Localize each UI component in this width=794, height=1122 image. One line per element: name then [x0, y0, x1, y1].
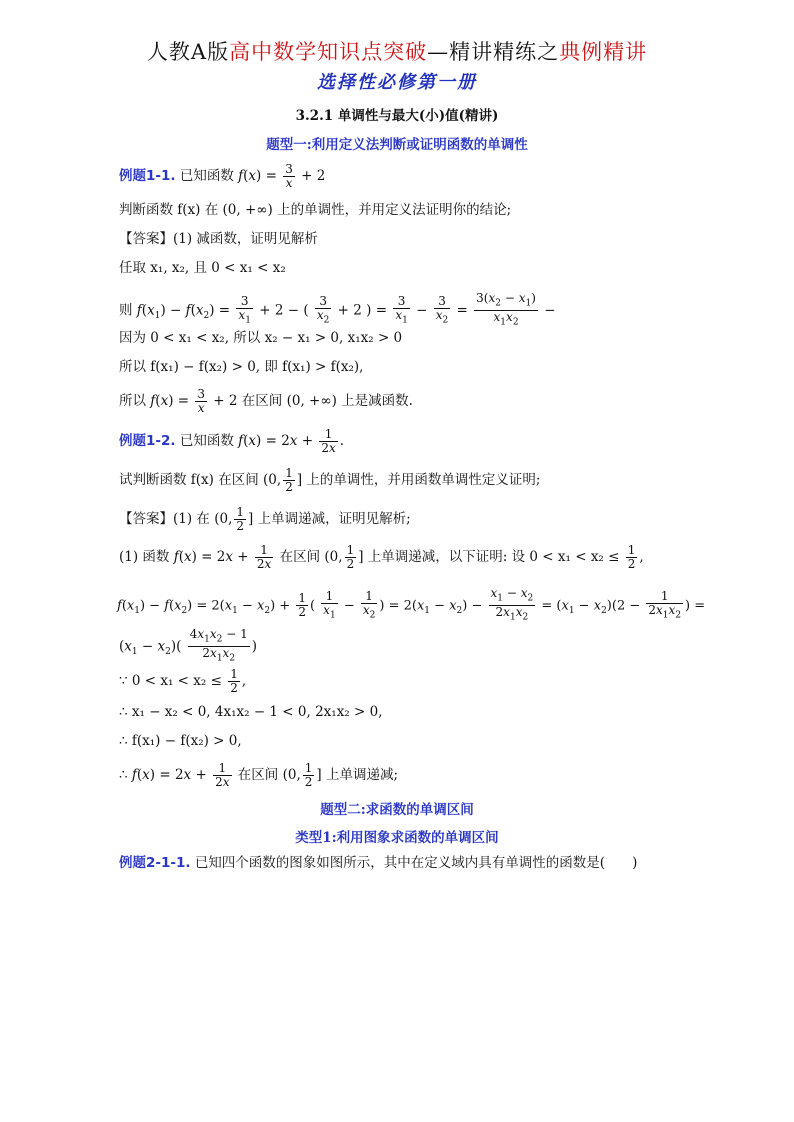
answer-suffix: 上单调递减，证明见解析;	[257, 511, 411, 527]
proof-line: 所以 f(x₁) − f(x₂) > 0, 即 f(x₁) > f(x₂),	[119, 359, 364, 375]
topic-heading-2: 题型二:求函数的单调区间	[320, 802, 474, 818]
proof-equation: $f(x_1) - f(x_2) = 2(x_1 - x_2)$ + $\frac{1}{2}$ ( $\frac{1}{x_1}$ − $\frac{1}{x_2}$ ) = $2(x_1 - x_2)$ − $\frac{x_1 - x_2}{2x_1x_2}$ = $(x_1 - x_2)(2$ − $\frac{1}{2x_1x_2}$ ) =	[117, 586, 706, 623]
question-prefix: 试判断函数 f(x) 在区间	[119, 472, 259, 488]
conclusion-text: 在区间 (0, +∞) 上是减函数.	[241, 393, 413, 409]
header-subtitle: 选择性必修第一册	[317, 72, 477, 93]
proof-line: ∴ x₁ − x₂ < 0, 4x₁x₂ − 1 < 0, 2x₁x₂ > 0,	[119, 704, 383, 720]
proof-line: ∵ 0 < x₁ < x₂ ≤ $\frac{1}{2}$ ,	[119, 667, 247, 695]
example-1-1-question: 判断函数 f(x) 在 (0, +∞) 上的单调性，并用定义法证明你的结论;	[119, 202, 512, 218]
example-1-2-stem: 例题1-2. 已知函数 f(x) = 2x + $\frac{1}{2x}$ .	[119, 427, 345, 455]
example-1-2-answer: 【答案】(1) 在 (0, $\frac{1}{2}$ ] 上单调递减，证明见解析;	[119, 505, 411, 533]
header-tail: 典例精讲	[559, 40, 648, 64]
example-label: 例题2-1-1.	[119, 855, 191, 871]
example-text: 已知函数	[179, 433, 234, 449]
section-title: 3.2.1 单调性与最大(小)值(精讲)	[295, 108, 499, 124]
conclusion-prefix: ∴	[119, 767, 128, 783]
proof-mid: 在区间	[279, 549, 321, 565]
conclusion-prefix: 所以	[119, 393, 146, 409]
example-text: 已知四个函数的图象如图所示，其中在定义域内具有单调性的函数是( )	[194, 855, 638, 871]
proof-equation: $(x_1 - x_2)$( $\frac{4x_1x_2 - 1}{2x_1x_2}$ )	[119, 627, 258, 664]
proof-text: ∵ 0 < x₁ < x₂ ≤	[119, 673, 222, 689]
header-middle: —精讲精练之	[427, 40, 560, 64]
document-header	[0, 36, 794, 66]
example-label: 例题1-1.	[119, 168, 176, 184]
example-text: 已知函数	[179, 168, 234, 184]
example-1-1-answer: 【答案】(1) 减函数，证明见解析	[119, 231, 318, 247]
example-2-1-1-stem	[119, 853, 637, 873]
proof-line: 任取 x₁, x₂, 且 0 < x₁ < x₂	[119, 260, 286, 276]
proof-line: ∴ f(x₁) − f(x₂) > 0,	[119, 733, 242, 749]
header-series: 高中数学知识点突破	[229, 40, 428, 64]
topic-heading-1: 题型一:利用定义法判断或证明函数的单调性	[266, 137, 528, 153]
proof-conclusion: 所以 f(x) = $\frac{3}{x}$ + 2 在区间 (0, +∞) 上是减函数.	[119, 387, 413, 415]
example-1-2-question: 试判断函数 f(x) 在区间 (0, $\frac{1}{2}$ ] 上的单调性，并用函数单调性定义证明;	[119, 466, 541, 494]
header-publisher: 人教A版	[146, 40, 230, 64]
conclusion-mid: 在区间	[237, 767, 279, 783]
proof-line: 因为 0 < x₁ < x₂, 所以 x₂ − x₁ > 0, x₁x₂ > 0	[119, 330, 403, 346]
example-label: 例题1-2.	[119, 433, 176, 449]
answer-prefix: 【答案】(1) 在	[119, 511, 210, 527]
proof-conclusion: ∴ f(x) = 2x + $\frac{1}{2x}$ 在区间 (0, $\frac{1}{2}$ ] 上单调递减;	[119, 761, 399, 789]
proof-prefix: (1) 函数	[119, 549, 170, 565]
conclusion-suffix: 上单调递减;	[325, 767, 399, 783]
proof-intro: (1) 函数 f(x) = 2x + $\frac{1}{2x}$ 在区间 (0, $\frac{1}{2}$ ] 上单调递减，以下证明: 设 0 < x₁ < x₂ ≤ $\frac{1}{2}$ ,	[119, 543, 644, 571]
example-1-1-stem: 例题1-1. 已知函数 f(x) = $\frac{3}{x}$ + 2	[119, 162, 326, 190]
question-suffix: 上的单调性，并用函数单调性定义证明;	[306, 472, 541, 488]
proof-equation: 则 $f(x_1) - f(x_2)$ = $\frac{3}{x_1}$ + 2 − ( $\frac{3}{x_2}$ + 2 ) = $\frac{3}{x_1}$ − $\frac{3}{x_2}$ = $\frac{3(x_2 - x_1)}{x_1x_2}$ −	[119, 291, 556, 328]
type-heading-1: 类型1:利用图象求函数的单调区间	[295, 830, 499, 846]
proof-suffix: 上单调递减，以下证明: 设 0 < x₁ < x₂ ≤	[367, 549, 620, 565]
